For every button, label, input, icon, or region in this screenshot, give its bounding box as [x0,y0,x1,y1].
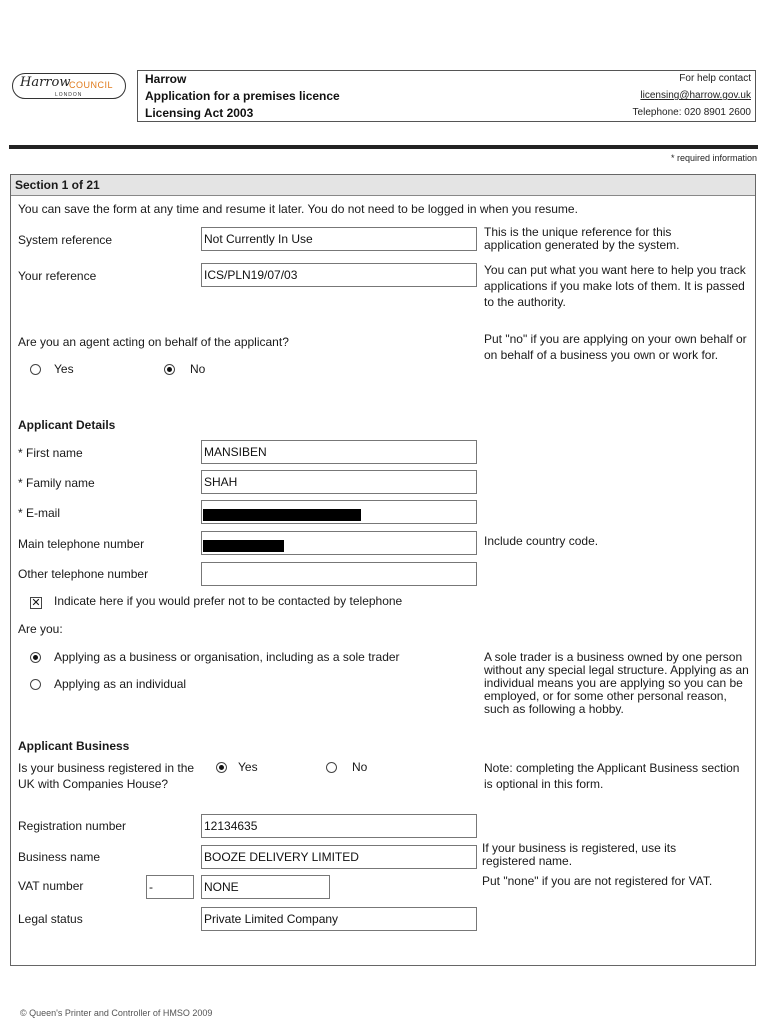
help-phone: Telephone: 020 8901 2600 [632,107,751,118]
copyright-footer: © Queen's Printer and Controller of HMSO 2009 [20,1008,213,1018]
registered-yes-label: Yes [238,760,258,774]
act-name: Licensing Act 2003 [145,106,254,120]
applicant-type-help: A sole trader is a business owned by one person without any special legal structure. Applying as an individual means you are applying so you can be employed, or for some other personal reason, such as following a hobby. [484,650,749,716]
individual-applicant-radio[interactable] [30,679,41,690]
your-reference-help: You can put what you want here to help you track applications if you make lots of them. It is passed to the authority. [484,263,746,309]
family-name-label: * Family name [18,476,95,490]
applicant-business-heading: Applicant Business [18,739,130,753]
vat-number-label: VAT number [18,879,84,893]
applicant-details-heading: Applicant Details [18,418,116,432]
section-title: Section 1 of 21 [15,178,100,192]
companies-house-question: Is your business registered in the UK with Companies House? [18,761,195,791]
harrow-council-logo [12,73,126,99]
vat-number-input[interactable]: NONE [201,875,330,899]
registered-yes-radio[interactable] [216,762,227,773]
legal-status-label: Legal status [18,912,83,926]
logo-council-text: COUNCIL [69,80,114,90]
help-email-link[interactable]: licensing@harrow.gov.uk [640,90,751,101]
business-applicant-radio[interactable] [30,652,41,663]
family-name-input[interactable]: SHAH [201,470,477,494]
are-you-label: Are you: [18,622,63,636]
agent-help: Put "no" if you are applying on your own behalf or on behalf of a business you own or work for. [484,332,747,362]
registration-number-input[interactable]: 12134635 [201,814,477,838]
agent-yes-radio[interactable] [30,364,41,375]
first-name-input[interactable]: MANSIBEN [201,440,477,464]
section-header [11,175,755,196]
agent-no-label: No [190,362,206,376]
individual-applicant-label: Applying as an individual [54,677,187,691]
your-reference-label: Your reference [18,269,97,283]
other-phone-label: Other telephone number [18,567,149,581]
phone-redaction [203,540,284,552]
org-name: Harrow [145,72,187,86]
business-applicant-label: Applying as a business or organisation, including as a sole trader [54,650,400,664]
business-name-input[interactable]: BOOZE DELIVERY LIMITED [201,845,477,869]
main-phone-help: Include country code. [484,534,599,548]
form-title: Application for a premises licence [145,89,340,103]
agent-yes-label: Yes [54,362,74,376]
email-redaction [203,509,361,521]
business-name-label: Business name [18,850,101,864]
email-input[interactable] [201,500,477,524]
section-intro: You can save the form at any time and resume it later. You do not need to be logged in when you resume. [18,202,578,216]
required-note: * required information [670,153,757,163]
vat-help: Put "none" if you are not registered for VAT. [482,874,713,888]
other-phone-input[interactable] [201,562,477,586]
header-divider [9,145,758,149]
business-name-help: If your business is registered, use its registered name. [482,841,677,868]
main-phone-label: Main telephone number [18,537,145,551]
agent-no-radio[interactable] [164,364,175,375]
no-phone-contact-label: Indicate here if you would prefer not to be contacted by telephone [54,594,403,608]
help-contact-label: For help contact [679,73,751,84]
logo-script-text: Harrow [20,75,71,90]
system-reference-label: System reference [18,233,113,247]
agent-question: Are you an agent acting on behalf of the applicant? [18,335,289,349]
header-box [137,70,756,122]
registered-no-radio[interactable] [326,762,337,773]
system-reference-field[interactable]: Not Currently In Use [201,227,477,251]
registration-number-label: Registration number [18,819,127,833]
business-optional-note: Note: completing the Applicant Business section is optional in this form. [484,761,740,791]
email-label: * E-mail [18,506,61,520]
your-reference-field[interactable]: ICS/PLN19/07/03 [201,263,477,287]
vat-prefix-input[interactable]: - [146,875,194,899]
no-phone-contact-checkbox[interactable]: ✕ [31,597,41,609]
first-name-label: * First name [18,446,83,460]
registered-no-label: No [352,760,368,774]
logo-london-text: LONDON [55,92,83,98]
legal-status-input[interactable]: Private Limited Company [201,907,477,931]
main-phone-input[interactable] [201,531,477,555]
system-reference-help: This is the unique reference for this application generated by the system. [484,225,680,252]
